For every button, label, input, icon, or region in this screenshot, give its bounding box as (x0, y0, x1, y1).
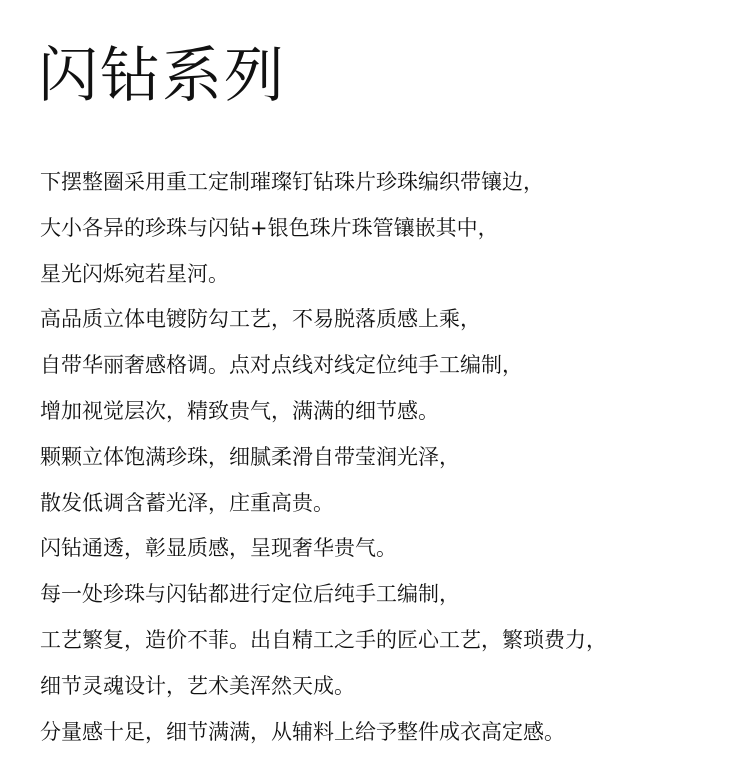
description-line: 闪钻通透，彰显质感，呈现奢华贵气。 (40, 536, 397, 561)
description-line: 颗颗立体饱满珍珠，细腻柔滑自带莹润光泽， (40, 444, 460, 469)
description-line: 细节灵魂设计，艺术美浑然天成。 (40, 673, 355, 698)
description-line: 大小各异的珍珠与闪钻+银色珠片珠管镶嵌其中， (40, 215, 499, 240)
description-line: 星光闪烁宛若星河。 (40, 261, 229, 286)
description-line: 分量感十足，细节满满，从辅料上给予整件成衣高定感。 (40, 719, 565, 744)
description-line: 高品质立体电镀防勾工艺，不易脱落质感上乘， (40, 307, 481, 332)
description-line: 自带华丽奢感格调。点对点线对线定位纯手工编制， (40, 353, 523, 378)
description-line: 工艺繁复，造价不菲。出自精工之手的匠心工艺，繁琐费力， (40, 627, 607, 652)
description-line: 散发低调含蓄光泽，庄重高贵。 (40, 490, 334, 515)
description-lines (40, 160, 607, 755)
description-line: 下摆整圈采用重工定制璀璨钉钻珠片珍珠编织带镶边， (40, 170, 544, 194)
page-title: 闪钻系列 (38, 41, 286, 111)
description-line: 增加视觉层次，精致贵气，满满的细节感。 (40, 398, 439, 423)
description-line: 每一处珍珠与闪钻都进行定位后纯手工编制， (40, 582, 460, 607)
